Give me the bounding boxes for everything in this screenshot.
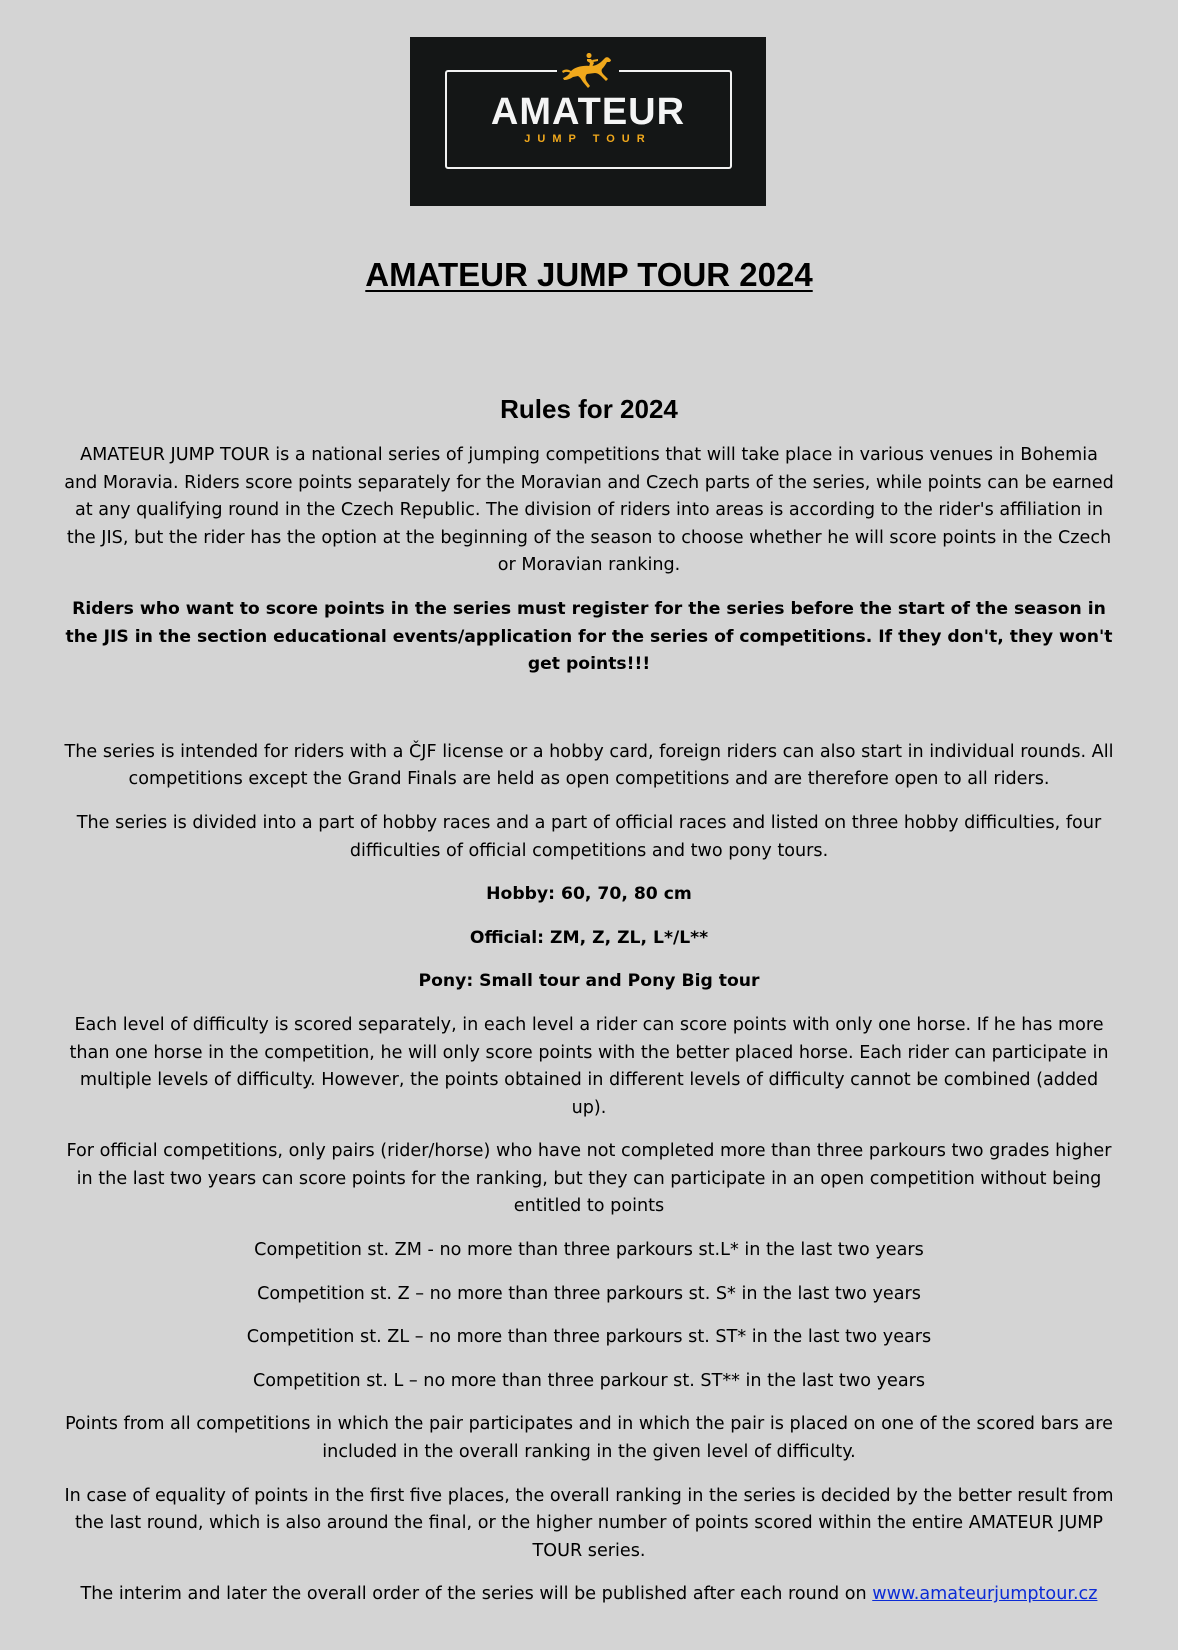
pony-levels: Pony: Small tour and Pony Big tour bbox=[418, 971, 760, 992]
competition-zl: Competition st. ZL – no more than three parkours st. ST* in the last two years bbox=[246, 1327, 932, 1348]
website-link[interactable]: www.amateurjumptour.cz bbox=[872, 1584, 1098, 1605]
horse-rider-jumping-icon bbox=[561, 49, 615, 89]
registration-notice: Riders who want to score points in the series must register for the series before the start of the season in the JIS in the section educational events/application for the series of competitions. If they don't, they won't get points!!! bbox=[65, 598, 1113, 675]
logo bbox=[410, 37, 766, 206]
logo-wordmark: AMATEUR bbox=[490, 91, 686, 133]
hobby-levels: Hobby: 60, 70, 80 cm bbox=[486, 884, 692, 905]
intro-paragraph: AMATEUR JUMP TOUR is a national series of jumping competitions that will take place in various venues in Bohemia and Moravia. Riders score points separately for the Moravian and Czech parts of the series, while points can be earned at any qualifying round in the Czech Republic. The division of riders into areas is according to the rider's affiliation in the JIS, but the rider has the option at the beginning of the season to choose whether he will score points in the Czech or Moravian ranking. bbox=[64, 445, 1114, 576]
publish-text: The interim and later the overall order of the series will be published after each round on bbox=[80, 1584, 873, 1605]
page-title: AMATEUR JUMP TOUR 2024 bbox=[365, 256, 813, 293]
rules-body bbox=[62, 442, 1116, 1625]
levels-paragraph: Each level of difficulty is scored separately, in each level a rider can score points with only one horse. If he has more than one horse in the competition, he will only score points with the better placed horse. Each rider can participate in multiple levels of difficulty. However, the points obtained in different levels of difficulty cannot be combined (added up). bbox=[69, 1014, 1109, 1118]
eligibility-paragraph: The series is intended for riders with a ČJF license or a hobby card, foreign riders can also start in individual rounds. All competitions except the Grand Finals are held as open competitions and are therefore open to all riders. bbox=[64, 741, 1114, 790]
official-levels: Official: ZM, Z, ZL, L*/L** bbox=[469, 927, 709, 948]
publish-paragraph bbox=[62, 1581, 1116, 1609]
points-paragraph: Points from all competitions in which the pair participates and in which the pair is placed on one of the scored bars are included in the overall ranking in the given level of difficulty. bbox=[65, 1414, 1113, 1463]
competition-zm: Competition st. ZM - no more than three parkours st.L* in the last two years bbox=[254, 1240, 924, 1261]
section-title: Rules for 2024 bbox=[500, 394, 678, 424]
equality-paragraph: In case of equality of points in the first five places, the overall ranking in the series is decided by the better result from the last round, which is also around the final, or the higher number of points scored within the entire AMATEUR JUMP TOUR series. bbox=[64, 1485, 1114, 1561]
competition-z: Competition st. Z – no more than three parkours st. S* in the last two years bbox=[257, 1283, 921, 1304]
competition-l: Competition st. L – no more than three parkour st. ST** in the last two years bbox=[253, 1370, 925, 1391]
official-pairs-paragraph: For official competitions, only pairs (rider/horse) who have not completed more than three parkours two grades higher in the last two years can score points for the ranking, but they can participate in an open competition without being entitled to points bbox=[66, 1141, 1112, 1217]
logo-subtitle: JUMP TOUR bbox=[524, 133, 652, 145]
division-paragraph: The series is divided into a part of hobby races and a part of official races and listed on three hobby difficulties, four difficulties of official competitions and two pony tours. bbox=[76, 812, 1102, 861]
